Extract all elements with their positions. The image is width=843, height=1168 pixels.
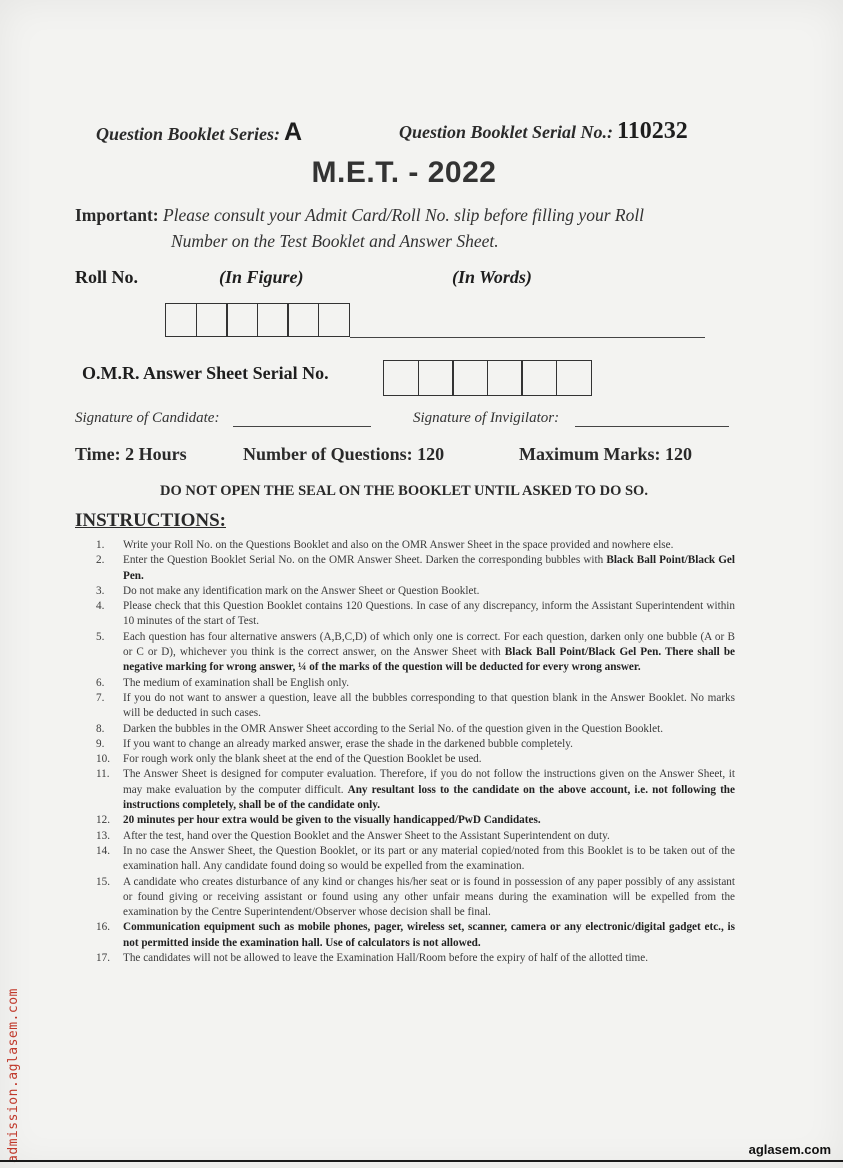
roll-digit-box[interactable] bbox=[196, 303, 228, 337]
roll-digit-box[interactable] bbox=[165, 303, 197, 337]
instruction-item bbox=[90, 584, 735, 599]
important-label: Important: bbox=[75, 205, 159, 225]
instruction-text: Please check that this Question Booklet contains 120 Questions. In case of any discrepancy, inform the Assistant Superintendent within 10 minutes of the start of Test. bbox=[123, 600, 735, 628]
roll-row bbox=[75, 267, 775, 291]
instruction-item bbox=[90, 691, 735, 722]
instruction-bold-text: Black Ball Point/Black Gel Pen. bbox=[123, 554, 736, 582]
instruction-number: 14. bbox=[96, 844, 110, 857]
instruction-item bbox=[90, 538, 735, 553]
footer-rule bbox=[0, 1160, 843, 1162]
invigilator-signature-line[interactable] bbox=[575, 426, 729, 427]
omr-digit-box[interactable] bbox=[487, 360, 523, 396]
candidate-signature-label: Signature of Candidate: bbox=[75, 410, 220, 426]
instructions-list bbox=[90, 538, 735, 966]
instruction-number: 8. bbox=[96, 722, 105, 735]
serial-block bbox=[399, 118, 688, 145]
roll-in-words-line[interactable] bbox=[350, 337, 705, 338]
instruction-item bbox=[90, 920, 735, 951]
instruction-number: 10. bbox=[96, 753, 110, 766]
instruction-number: 5. bbox=[96, 630, 105, 643]
instruction-number: 15. bbox=[96, 875, 110, 888]
instruction-number: 17. bbox=[96, 952, 110, 965]
instruction-item bbox=[90, 844, 735, 875]
instruction-bold-text: 20 minutes per hour extra would be given to the visually handicapped/PwD Candidates. bbox=[123, 814, 541, 827]
instruction-item bbox=[90, 737, 735, 752]
signature-row bbox=[75, 410, 745, 432]
instruction-text: A candidate who creates disturbance of any kind or changes his/her seat or is found in possession of any paper possibly of any assistant or found giving or receiving assistant or found using any other unfair means during the examination will be expelled from the examination by the Centre Superintendent/Observer whose decision shall be final. bbox=[123, 875, 735, 919]
instruction-text: Each question has four alternative answers (A,B,C,D) of which only one is correct. For each question, darken only one bubble (A or B or C or D), whichever you think is the correct answer, on the Answer Sheet with bbox=[123, 630, 735, 659]
instruction-text: If you do not want to answer a question, leave all the bubbles corresponding to that question blank in the Answer Booklet. No marks will be deducted in such cases. bbox=[123, 691, 735, 720]
instruction-text: If you want to change an already marked answer, erase the shade in the darkened bubble completely. bbox=[123, 737, 573, 750]
exam-marks: Maximum Marks: 120 bbox=[519, 444, 692, 464]
roll-digit-box[interactable] bbox=[318, 303, 350, 337]
instruction-number: 9. bbox=[96, 737, 105, 750]
instruction-number: 6. bbox=[96, 676, 105, 689]
omr-digit-box[interactable] bbox=[383, 360, 419, 396]
instruction-item bbox=[90, 829, 735, 844]
instruction-text: Enter the Question Booklet Serial No. on the OMR Answer Sheet. Darken the corresponding bubbles with bbox=[123, 554, 607, 567]
instruction-number: 3. bbox=[96, 584, 105, 597]
instruction-item bbox=[90, 676, 735, 691]
roll-in-figure-label: (In Figure) bbox=[219, 267, 304, 287]
omr-digit-box[interactable] bbox=[556, 360, 592, 396]
instruction-text: In no case the Answer Sheet, the Question Booklet, or its part or any material copied/noted from this Booklet is to be taken out of the examination hall. Any candidate found doing so would be expelled from the examination. bbox=[123, 844, 735, 873]
series-value: A bbox=[284, 118, 303, 146]
omr-serial-boxes[interactable] bbox=[383, 360, 590, 396]
instruction-item bbox=[90, 951, 735, 966]
exam-questions: Number of Questions: 120 bbox=[243, 444, 445, 464]
omr-label: O.M.R. Answer Sheet Serial No. bbox=[82, 363, 329, 383]
exam-time: Time: 2 Hours bbox=[75, 444, 187, 464]
instruction-number: 11. bbox=[96, 768, 110, 781]
instruction-number: 4. bbox=[96, 600, 105, 613]
instruction-item bbox=[90, 767, 735, 813]
instruction-number: 13. bbox=[96, 829, 110, 842]
instruction-number: 2. bbox=[96, 554, 105, 567]
instruction-text: For rough work only the blank sheet at the end of the Question Booklet be used. bbox=[123, 753, 482, 766]
booklet-header bbox=[96, 118, 743, 152]
instruction-bold-text: Communication equipment such as mobile phones, pager, wireless set, scanner, camera or any electronic/digital gadget etc., is not permitted inside the examination hall. Use of calculators is not allowed. bbox=[123, 921, 735, 949]
instruction-text: Do not make any identification mark on the Answer Sheet or Question Booklet. bbox=[123, 584, 480, 597]
watermark-text: admission.aglasem.com bbox=[6, 988, 21, 1163]
footer-brand: aglasem.com bbox=[748, 1142, 831, 1157]
serial-value: 110232 bbox=[617, 118, 688, 144]
instruction-bold-text: Any resultant loss to the candidate on the above account, i.e. not following the instructions completely, shall be of the candidate only. bbox=[123, 783, 735, 812]
seal-warning: DO NOT OPEN THE SEAL ON THE BOOKLET UNTIL ASKED TO DO SO. bbox=[160, 483, 648, 499]
instruction-text: The candidates will not be allowed to leave the Examination Hall/Room before the expiry of half of the allotted time. bbox=[123, 952, 649, 965]
watermark bbox=[2, 925, 24, 1165]
roll-digit-box[interactable] bbox=[226, 303, 258, 337]
instruction-item bbox=[90, 752, 735, 767]
omr-digit-box[interactable] bbox=[521, 360, 557, 396]
instruction-number: 1. bbox=[96, 539, 105, 551]
series-block bbox=[96, 118, 302, 147]
exam-title: M.E.T. - 2022 bbox=[311, 156, 497, 189]
important-text-line1: Please consult your Admit Card/Roll No. slip before filling your Roll bbox=[162, 205, 645, 225]
instruction-item bbox=[90, 630, 735, 676]
instruction-item bbox=[90, 875, 735, 921]
instruction-text: Write your Roll No. on the Questions Booklet and also on the OMR Answer Sheet in the space provided and nowhere else. bbox=[123, 539, 674, 551]
instruction-item bbox=[90, 813, 735, 828]
instruction-number: 7. bbox=[96, 691, 105, 704]
omr-digit-box[interactable] bbox=[452, 360, 488, 396]
important-note bbox=[75, 202, 740, 254]
important-text-line2: Number on the Test Booklet and Answer Sheet. bbox=[171, 231, 499, 251]
instruction-item bbox=[90, 599, 735, 630]
instruction-item bbox=[90, 553, 735, 584]
instruction-number: 16. bbox=[96, 921, 110, 934]
exam-meta-row bbox=[75, 444, 755, 468]
instruction-text: Darken the bubbles in the OMR Answer Sheet according to the Serial No. of the question given in the Question Booklet. bbox=[123, 722, 664, 735]
serial-label: Question Booklet Serial No.: bbox=[399, 122, 614, 142]
roll-digit-box[interactable] bbox=[287, 303, 319, 337]
invigilator-signature-label: Signature of Invigilator: bbox=[413, 410, 560, 426]
series-label: Question Booklet Series: bbox=[96, 124, 281, 144]
candidate-signature-line[interactable] bbox=[233, 426, 371, 427]
instruction-bold-text: Black Ball Point/Black Gel Pen. There shall be negative marking for wrong answer, ¼ of the marks of the question will be deducted for every wrong answer. bbox=[123, 646, 736, 674]
omr-digit-box[interactable] bbox=[418, 360, 454, 396]
roll-number-boxes[interactable] bbox=[165, 303, 348, 337]
roll-in-words-label: (In Words) bbox=[452, 267, 532, 287]
roll-label: Roll No. bbox=[75, 267, 138, 287]
instruction-text: The medium of examination shall be English only. bbox=[123, 676, 350, 689]
instructions-heading: INSTRUCTIONS: bbox=[75, 510, 226, 531]
instruction-text: The Answer Sheet is designed for computer evaluation. Therefore, if you do not follow the instructions given on the Answer Sheet, it may make evaluation by the computer difficult. bbox=[123, 768, 735, 796]
instruction-text: After the test, hand over the Question Booklet and the Answer Sheet to the Assistant Superintendent on duty. bbox=[123, 829, 610, 842]
instruction-number: 12. bbox=[96, 814, 110, 827]
roll-digit-box[interactable] bbox=[257, 303, 289, 337]
instruction-item bbox=[90, 722, 735, 737]
